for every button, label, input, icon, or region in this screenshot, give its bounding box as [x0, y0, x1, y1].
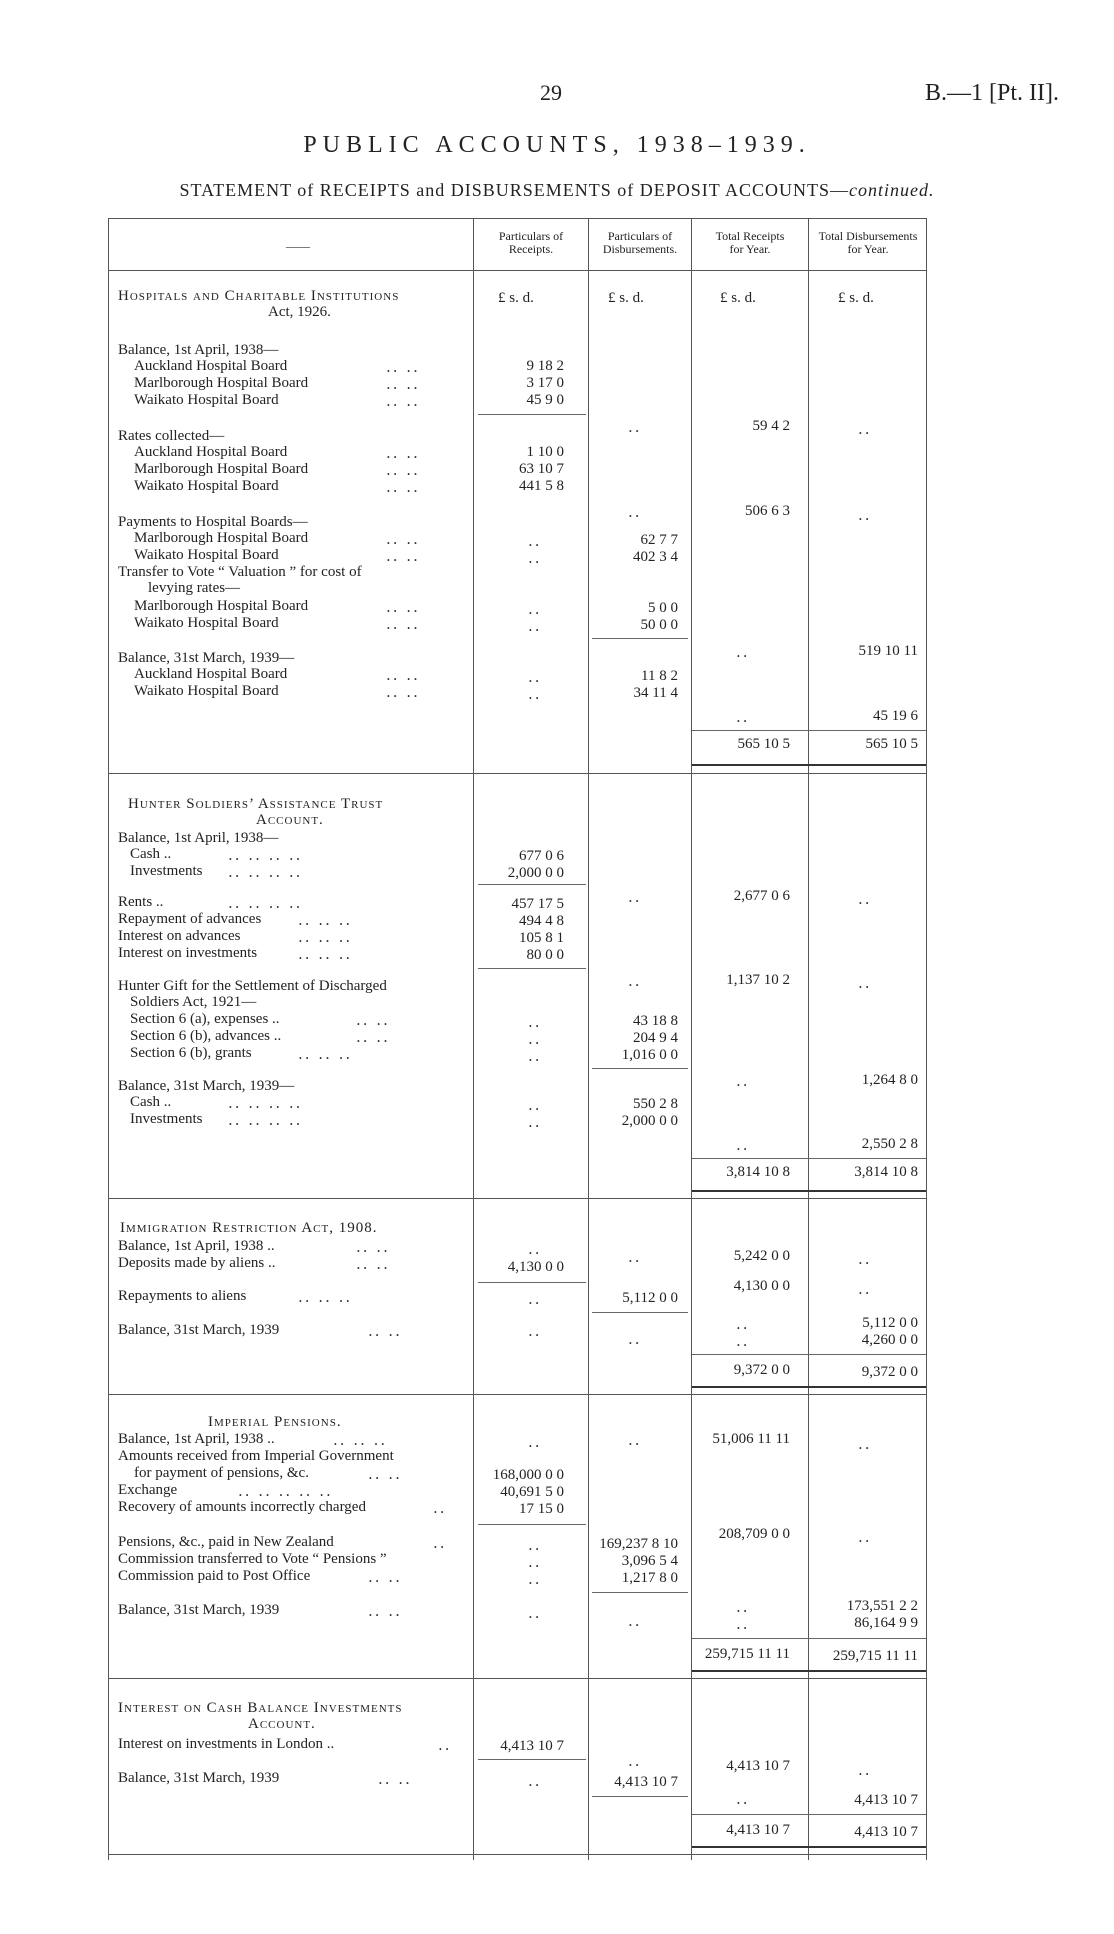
imp-bal-open: Balance, 1st April, 1938 ..	[118, 1431, 275, 1447]
imm-repay: Repayments to aliens	[118, 1288, 247, 1304]
hosp-waikato-3: Waikato Hospital Board	[134, 547, 279, 563]
dots: ..	[858, 974, 872, 992]
dots: ..	[858, 420, 872, 438]
imperial-heading: Imperial Pensions.	[208, 1414, 342, 1430]
hosp-waikato-5: Waikato Hospital Board	[134, 683, 279, 699]
amount: 457 17 5	[511, 896, 564, 912]
dots: .. ..	[386, 615, 420, 633]
dots: .. ..	[386, 598, 420, 616]
hunter-investments: Investments	[130, 863, 203, 879]
dots: ..	[528, 549, 542, 567]
page-subtitle	[0, 180, 1114, 201]
imp-recovery: Recovery of amounts incorrectly charged	[118, 1499, 366, 1515]
amount: 2,677 0 6	[733, 888, 790, 904]
dots: .. ..	[386, 530, 420, 548]
table-bottom-rule	[108, 1854, 926, 1855]
dots: .. ..	[368, 1465, 402, 1483]
hunter-investments-2: Investments	[130, 1111, 203, 1127]
rule	[692, 1354, 926, 1355]
rule	[478, 414, 586, 415]
dots: ..	[858, 1528, 872, 1546]
hunter-s6b-grants: Section 6 (b), grants	[130, 1045, 252, 1061]
hunter-heading-1: Hunter Soldiers’ Assistance Trust	[128, 796, 384, 812]
dots: .. .. ..	[298, 911, 353, 929]
dots: ..	[528, 1013, 542, 1031]
amount: 168,000 0 0	[492, 1467, 564, 1483]
dots: .. .. .. ..	[228, 1111, 303, 1129]
dots: .. ..	[386, 478, 420, 496]
amount: 4,260 0 0	[861, 1332, 918, 1348]
hosp-rates: Rates collected—	[118, 428, 225, 444]
dots: ..	[736, 708, 750, 726]
amount: 1,217 8 0	[621, 1570, 678, 1586]
imp-pensions: Pensions, &c., paid in New Zealand	[118, 1534, 334, 1550]
imm-bal-open: Balance, 1st April, 1938 ..	[118, 1238, 275, 1254]
rule	[692, 1190, 926, 1192]
hunter-cash: Cash ..	[130, 846, 172, 862]
rule	[692, 1638, 926, 1639]
hosp-transfer-1: Transfer to Vote “ Valuation ” for cost of	[118, 564, 362, 580]
rule	[692, 1158, 926, 1159]
dots: ..	[528, 1553, 542, 1571]
total-receipts: 9,372 0 0	[733, 1362, 790, 1378]
amount: 5,112 0 0	[862, 1315, 918, 1331]
hosp-marlborough-1: Marlborough Hospital Board	[134, 375, 309, 391]
dots: .. ..	[386, 375, 420, 393]
total-receipts: 565 10 5	[737, 736, 790, 752]
imp-commission-transferred: Commission transferred to Vote “ Pensions ”	[118, 1551, 387, 1567]
dots: ..	[528, 1113, 542, 1131]
dots: ..	[628, 1752, 642, 1770]
amount: 4,413 10 7	[854, 1792, 918, 1808]
dots: ..	[858, 1280, 872, 1298]
hosp-waikato-4: Waikato Hospital Board	[134, 615, 279, 631]
dots: ..	[528, 1047, 542, 1065]
lsd-c2: £ s. d.	[608, 290, 644, 306]
hosp-payments: Payments to Hospital Boards—	[118, 514, 308, 530]
dots: .. ..	[386, 461, 420, 479]
amount: 43 18 8	[633, 1013, 678, 1029]
dots: ..	[858, 1250, 872, 1268]
interest-investments-london: Interest on investments in London ..	[118, 1736, 335, 1752]
amount: 494 4 8	[519, 913, 564, 929]
dots: ..	[433, 1499, 447, 1517]
total-disbursements: 3,814 10 8	[854, 1164, 918, 1180]
page-title: PUBLIC ACCOUNTS, 1938–1939.	[303, 132, 811, 158]
amount: 441 5 8	[519, 478, 564, 494]
total-receipts: 259,715 11 11	[704, 1646, 790, 1662]
rule	[478, 1759, 586, 1760]
amount: 677 0 6	[519, 848, 564, 864]
dots: ..	[628, 1330, 642, 1348]
amount: 3,096 5 4	[621, 1553, 678, 1569]
dots: .. ..	[386, 683, 420, 701]
amount: 45 9 0	[526, 392, 564, 408]
dots: ..	[858, 1435, 872, 1453]
dots: .. .. ..	[298, 928, 353, 946]
amount: 34 11 4	[633, 685, 678, 701]
dots: ..	[736, 643, 750, 661]
amount: 11 8 2	[641, 668, 678, 684]
amount: 105 8 1	[519, 930, 564, 946]
dots: .. ..	[356, 1238, 390, 1256]
dots: ..	[433, 1534, 447, 1552]
amount: 519 10 11	[858, 643, 918, 659]
amount: 86,164 9 9	[854, 1615, 918, 1631]
subtitle-main: STATEMENT of RECEIPTS and DISBURSEMENTS of DEPOSIT ACCOUNTS—	[179, 180, 849, 200]
interest-bal-close: Balance, 31st March, 1939	[118, 1770, 280, 1786]
table-rule-c1	[473, 218, 474, 1860]
amount: 169,237 8 10	[599, 1536, 678, 1552]
hosp-bal-close: Balance, 31st March, 1939—	[118, 650, 295, 666]
dots: ..	[628, 503, 642, 521]
total-disbursements: 565 10 5	[865, 736, 918, 752]
amount: 173,551 2 2	[846, 1598, 918, 1614]
col-total-disbursements-header: Total Disbursements for Year.	[818, 229, 918, 256]
amount: 45 19 6	[873, 708, 918, 724]
dots: ..	[528, 1536, 542, 1554]
hosp-auckland-2: Auckland Hospital Board	[134, 444, 288, 460]
amount: 4,413 10 7	[726, 1758, 790, 1774]
hosp-waikato-2: Waikato Hospital Board	[134, 478, 279, 494]
interest-heading-2: Account.	[248, 1716, 316, 1732]
amount: 1,264 8 0	[861, 1072, 918, 1088]
header-bottom-rule	[108, 270, 926, 271]
dots: ..	[628, 418, 642, 436]
rule	[692, 764, 926, 766]
dots: .. ..	[368, 1322, 402, 1340]
dots: .. .. .. .. ..	[238, 1482, 333, 1500]
interest-heading-1: Interest on Cash Balance Investments	[118, 1700, 403, 1716]
amount: 5,112 0 0	[622, 1290, 678, 1306]
amount: 4,413 10 7	[614, 1774, 678, 1790]
hunter-repayment: Repayment of advances	[118, 911, 262, 927]
dots: ..	[628, 888, 642, 906]
rule	[692, 730, 926, 731]
dots: ..	[528, 1772, 542, 1790]
hunter-int-adv: Interest on advances	[118, 928, 241, 944]
immigration-heading: Immigration Restriction Act, 1908.	[120, 1220, 378, 1236]
amount: 4,413 10 7	[500, 1738, 564, 1754]
amount: 1,137 10 2	[726, 972, 790, 988]
hospitals-heading-1: Hospitals and Charitable Institutions	[118, 288, 400, 304]
amount: 9 18 2	[526, 358, 564, 374]
dots: .. ..	[386, 444, 420, 462]
imp-bal-close: Balance, 31st March, 1939	[118, 1602, 280, 1618]
hosp-marlborough-3: Marlborough Hospital Board	[134, 530, 309, 546]
dots: .. .. ..	[298, 1045, 353, 1063]
dots: ..	[528, 1290, 542, 1308]
dots: ..	[528, 668, 542, 686]
dots: ..	[528, 617, 542, 635]
col-total-receipts-header: Total Receipts for Year.	[715, 229, 785, 256]
dots: .. ..	[356, 1028, 390, 1046]
amount: 204 9 4	[633, 1030, 678, 1046]
amount: 4,130 0 0	[507, 1259, 564, 1275]
hunter-cash-2: Cash ..	[130, 1094, 172, 1110]
hosp-marlborough-2: Marlborough Hospital Board	[134, 461, 309, 477]
dots: ..	[438, 1736, 452, 1754]
dots: ..	[858, 506, 872, 524]
dots: .. ..	[378, 1770, 412, 1788]
rule	[478, 884, 586, 885]
dots: ..	[628, 1612, 642, 1630]
amount: 1 10 0	[526, 444, 564, 460]
dots: ..	[528, 1570, 542, 1588]
hosp-auckland-5: Auckland Hospital Board	[134, 666, 288, 682]
dots: .. .. .. ..	[228, 863, 303, 881]
subtitle-continued: continued.	[848, 180, 935, 200]
lsd-c1: £ s. d.	[498, 290, 534, 306]
dots: ..	[628, 1431, 642, 1449]
total-receipts: 4,413 10 7	[726, 1822, 790, 1838]
rule	[692, 1846, 926, 1848]
imm-bal-close: Balance, 31st March, 1939	[118, 1322, 280, 1338]
rule	[478, 968, 586, 969]
imp-commission-paid: Commission paid to Post Office	[118, 1568, 311, 1584]
col-disbursements-header: Particulars of Disbursements.	[602, 229, 678, 256]
lsd-c4: £ s. d.	[838, 290, 874, 306]
hunter-bal-close: Balance, 31st March, 1939—	[118, 1078, 295, 1094]
dots: .. .. .. ..	[228, 1094, 303, 1112]
amount: 550 2 8	[633, 1096, 678, 1112]
section-rule	[108, 773, 926, 774]
rule	[592, 1592, 688, 1593]
imm-deposits: Deposits made by aliens ..	[118, 1255, 276, 1271]
hunter-bal-open: Balance, 1st April, 1938—	[118, 830, 279, 846]
dots: ..	[736, 1790, 750, 1808]
dots: ..	[528, 1096, 542, 1114]
rule	[478, 1282, 586, 1283]
amount: 17 15 0	[519, 1501, 564, 1517]
amount: 63 10 7	[519, 461, 564, 477]
amount: 80 0 0	[526, 947, 564, 963]
dots: .. ..	[356, 1255, 390, 1273]
table-rule-right	[926, 218, 927, 1860]
rule	[592, 1312, 688, 1313]
table-rule-c4	[808, 218, 809, 1860]
hunter-heading-2: Account.	[256, 812, 324, 828]
dots: ..	[528, 1240, 542, 1258]
dots: ..	[528, 532, 542, 550]
amount: 4,130 0 0	[733, 1278, 790, 1294]
dots: .. ..	[356, 1011, 390, 1029]
dots: .. ..	[386, 392, 420, 410]
section-rule	[108, 1198, 926, 1199]
dots: .. ..	[368, 1602, 402, 1620]
amount: 2,000 0 0	[507, 865, 564, 881]
rule	[692, 1814, 926, 1815]
rule	[692, 1670, 926, 1672]
amount: 402 3 4	[633, 549, 678, 565]
accounts-table	[108, 218, 1008, 1860]
dots: ..	[528, 685, 542, 703]
dots: .. .. ..	[298, 1288, 353, 1306]
amount: 2,550 2 8	[861, 1136, 918, 1152]
dots: ..	[736, 1332, 750, 1350]
rule	[478, 1524, 586, 1525]
rule	[592, 638, 688, 639]
amount: 51,006 11 11	[712, 1431, 790, 1447]
rule	[592, 1796, 688, 1797]
hunter-s6b-adv: Section 6 (b), advances ..	[130, 1028, 282, 1044]
hosp-waikato-1: Waikato Hospital Board	[134, 392, 279, 408]
dots: ..	[528, 1322, 542, 1340]
dots: ..	[628, 1248, 642, 1266]
dots: ..	[736, 1136, 750, 1154]
dots: ..	[858, 890, 872, 908]
hunter-int-inv: Interest on investments	[118, 945, 258, 961]
dots: ..	[528, 1604, 542, 1622]
dots: ..	[528, 600, 542, 618]
dots: .. .. .. ..	[228, 846, 303, 864]
dots: ..	[628, 972, 642, 990]
total-disbursements: 4,413 10 7	[854, 1824, 918, 1840]
table-rule-c2	[588, 218, 589, 1860]
amount: 1,016 0 0	[621, 1047, 678, 1063]
dots: ..	[736, 1598, 750, 1616]
amount: 62 7 7	[640, 532, 678, 548]
hunter-gift-1: Hunter Gift for the Settlement of Discharged	[118, 978, 387, 994]
page-number: 29	[540, 80, 562, 105]
amount: 5,242 0 0	[733, 1248, 790, 1264]
col-receipts-header: Particulars of Receipts.	[498, 229, 564, 256]
total-receipts: 3,814 10 8	[726, 1164, 790, 1180]
amount: 3 17 0	[526, 375, 564, 391]
section-rule	[108, 1678, 926, 1679]
imp-amounts-1: Amounts received from Imperial Government	[118, 1448, 394, 1464]
hunter-s6a: Section 6 (a), expenses ..	[130, 1011, 280, 1027]
dots: ..	[528, 1030, 542, 1048]
hunter-gift-2: Soldiers Act, 1921—	[130, 994, 257, 1010]
hosp-marlborough-4: Marlborough Hospital Board	[134, 598, 309, 614]
col-blank: ——	[286, 239, 310, 253]
dots: .. .. ..	[333, 1431, 388, 1449]
dots: ..	[858, 1761, 872, 1779]
hosp-transfer-2: levying rates—	[148, 580, 241, 596]
hosp-bal-open: Balance, 1st April, 1938—	[118, 342, 279, 358]
amount: 59 4 2	[752, 418, 790, 434]
dots: ..	[736, 1315, 750, 1333]
hospitals-heading-2: Act, 1926.	[268, 304, 331, 320]
imp-exchange: Exchange	[118, 1482, 178, 1498]
amount: 506 6 3	[745, 503, 790, 519]
dots: .. ..	[386, 666, 420, 684]
dots: .. ..	[386, 358, 420, 376]
page-reference: B.—1 [Pt. II].	[925, 80, 1059, 106]
rule	[592, 1068, 688, 1069]
rule	[692, 1386, 926, 1388]
dots: .. ..	[368, 1568, 402, 1586]
amount: 50 0 0	[640, 617, 678, 633]
total-disbursements: 9,372 0 0	[861, 1364, 918, 1380]
section-rule	[108, 1394, 926, 1395]
dots: .. .. .. ..	[228, 894, 303, 912]
imp-amounts-2: for payment of pensions, &c.	[134, 1465, 309, 1481]
amount: 40,691 5 0	[500, 1484, 564, 1500]
hosp-auckland-1: Auckland Hospital Board	[134, 358, 288, 374]
total-disbursements: 259,715 11 11	[832, 1648, 918, 1664]
amount: 2,000 0 0	[621, 1113, 678, 1129]
dots: .. ..	[386, 547, 420, 565]
amount: 208,709 0 0	[718, 1526, 790, 1542]
table-rule-c3	[691, 218, 692, 1860]
dots: .. .. ..	[298, 945, 353, 963]
dots: ..	[528, 1433, 542, 1451]
table-rule-left	[108, 218, 109, 1860]
dots: ..	[736, 1615, 750, 1633]
lsd-c3: £ s. d.	[720, 290, 756, 306]
header-top-rule	[108, 218, 926, 219]
dots: ..	[736, 1072, 750, 1090]
amount: 5 0 0	[648, 600, 678, 616]
hunter-rents: Rents ..	[118, 894, 164, 910]
